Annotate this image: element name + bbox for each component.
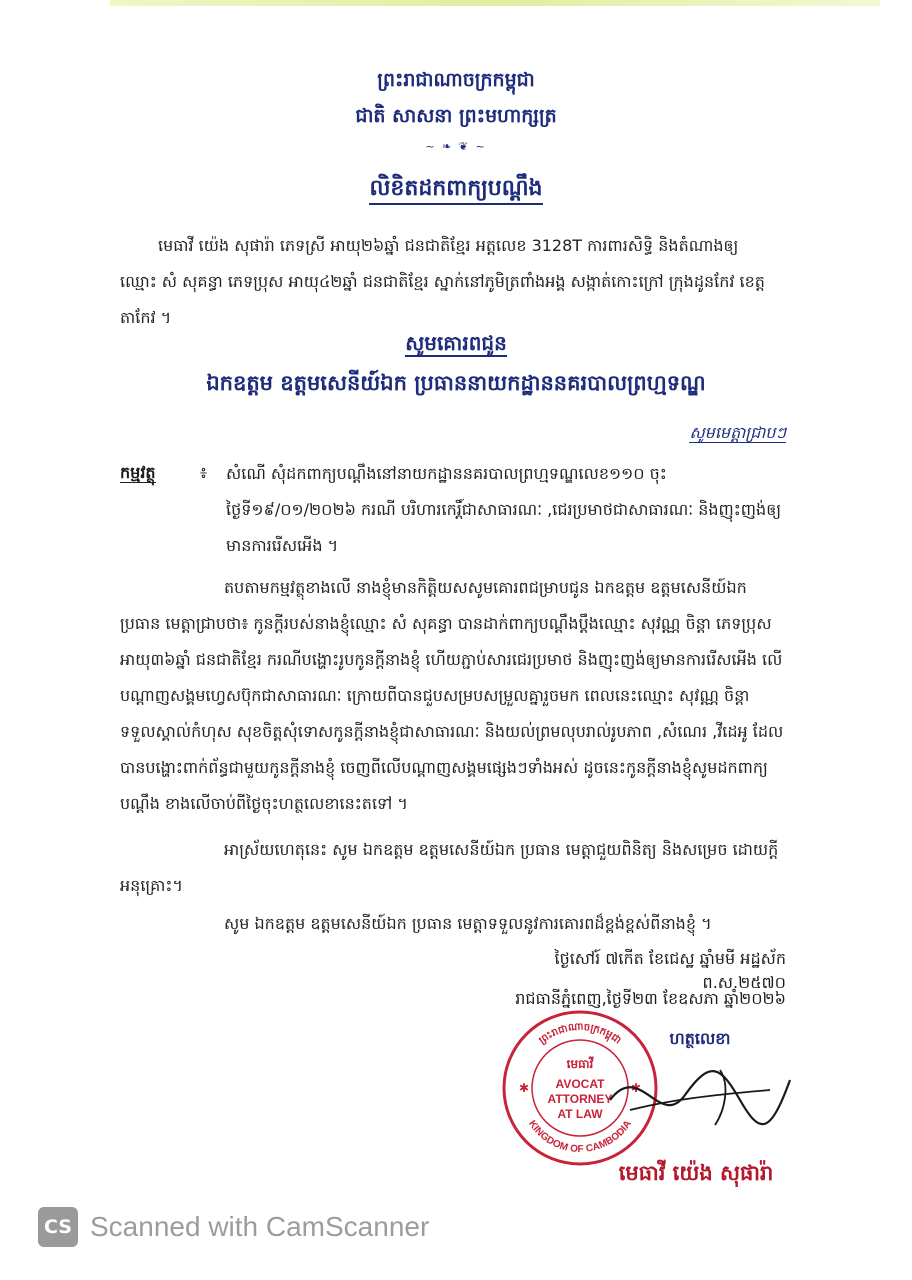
respect-line: សូមមេត្តាជ្រាបៗ [689,423,786,442]
intro-paragraph: មេធាវី យ៉េង សុផារ៉ា ភេទស្រី អាយុ២៦ឆ្នាំ ជនជាតិខ្មែរ អត្តលេខ 3128T ការពារសិទ្ធិ និងតំណាងឲ្យ ឈ្មោះ សំ សុគន្ធា ភេទប្រុស អាយុ៤២ឆ្នាំ ជនជាតិខ្មែរ ស្នាក់នៅភូមិត្រពាំងអង្គ សង្កាត់កោះក្រៅ ក្រុងដូនកែវ ខេត្តតាកែវ ។ [120,236,765,327]
handwritten-signature [600,1040,800,1150]
lunar-date: ថ្ងៃសៅរ៍ ៧កើត ខែជេស្ឋ ឆ្នាំមមី អដ្ឋស័ក ព.ស.២៥៧០ [554,949,786,992]
scan-edge-highlight [110,0,880,6]
motto-heading: ជាតិ សាសនា ព្រះមហាក្សត្រ [355,105,557,127]
subject-text: សំណើ សុំដកពាក្យបណ្តឹងនៅនាយកដ្ឋាននគរបាលព្រហ្មទណ្ឌលេខ១១០ ចុះថ្ងៃទី១៩/០១/២០២៦ ករណី បរិហារកេរ្តិ៍ជាសាធារណៈ ,ជេរប្រមាថជាសាធារណៈ និងញុះញង់ឲ្យមានការរើសអើង ។ [226,464,782,555]
recipient-line: ឯកឧត្តម ឧត្តមសេនីយ៍ឯក ប្រធាននាយកដ្ឋាននគរបាលព្រហ្មទណ្ឌ [206,371,706,395]
subject-colon: ៖ [200,463,208,482]
body-paragraph-2: អាស្រ័យហេតុនេះ សូម ឯកឧត្តម ឧត្តមសេនីយ៍ឯក ប្រធាន មេត្តាជួយពិនិត្យ និងសម្រេច ដោយក្តីអនុគ្រោះ។ [120,840,779,895]
solar-date: រាជធានីភ្នំពេញ,ថ្ងៃទី២៣ ខែឧសភា ឆ្នាំ២០២៦ [515,989,786,1008]
stamp-line-1: AVOCAT [555,1077,605,1091]
document-title: លិខិតដកពាក្យបណ្តឹង [0,174,912,206]
stamp-top-text: ព្រះរាជាណាចក្រកម្ពុជា [537,1021,623,1047]
svg-text:✱: ✱ [630,1081,642,1095]
stamp-bottom-text: KINGDOM OF CAMBODIA [526,1118,634,1156]
body-paragraph-3: សូម ឯកឧត្តម ឧត្តមសេនីយ៍ឯក ប្រធាន មេត្តាទទួលនូវការគោរពដ៏ខ្ពង់ខ្ពស់ពីនាងខ្ញុំ ។ [224,914,712,933]
header-ornament: ~ ❧ ❦ ~ [425,140,487,153]
camscanner-text: Scanned with CamScanner [90,1211,430,1242]
subject-label: កម្មវត្ថុ [120,463,156,482]
signer-name: មេធាវី យ៉េង សុផារ៉ា [618,1161,774,1185]
stamp-line-3: AT LAW [557,1107,603,1121]
stamp-line-2: ATTORNEY [547,1092,613,1106]
kingdom-heading: ព្រះរាជាណាចក្រកម្ពុជា [377,69,535,91]
signature-title: ហត្ថលេខា [669,1029,731,1048]
stamp-center-kh: មេធាវី [566,1057,594,1071]
attention-line: សូមគោរពជូន [405,331,507,355]
camscanner-logo-icon: CS [38,1207,78,1247]
svg-text:✱: ✱ [518,1081,530,1095]
camscanner-footer [38,1204,429,1250]
body-paragraph-1: តបតាមកម្មវត្ថុខាងលើ នាងខ្ញុំមានកិត្តិយសសូមគោរពជម្រាបជូន ឯកឧត្តម ឧត្តមសេនីយ៍ឯក ប្រធាន មេត្តាជ្រាបថា៖ កូនក្តីរបស់នាងខ្ញុំឈ្មោះ សំ សុគន្ធា បានដាក់ពាក្យបណ្តឹងប្តឹងឈ្មោះ សុវណ្ណ ចិន្តា ភេទប្រុស អាយុ៣៦ឆ្នាំ ជនជាតិខ្មែរ ករណីបង្ហោះរូបកូនក្តីនាងខ្ញុំ ហើយភ្ជាប់សារជេរប្រមាថ និងញុះញង់ឲ្យមានការរើសអើង លើបណ្តាញសង្គមហ្វេសប៊ុកជាសាធារណៈ ក្រោយពីបានជួបសម្របសម្រួលគ្នារួចមក ពេលនេះឈ្មោះ សុវណ្ណ ចិន្តា ទទួលស្គាល់កំហុស សុខចិត្តសុំទោសកូនក្តីនាងខ្ញុំជាសាធារណៈ និងយល់ព្រមលុបរាល់រូបភាព ,សំណេរ ,វីដេអូ ដែលបានបង្ហោះពាក់ព័ន្ធជាមួយកូនក្តីនាងខ្ញុំ ចេញពីលើបណ្តាញសង្គមផ្សេងៗទាំងអស់ ដូចនេះកូនក្តីនាងខ្ញុំសូមដកពាក្យបណ្តឹង ខាងលើចាប់ពីថ្ងៃចុះហត្ថលេខានេះតទៅ ។ [120,578,784,813]
